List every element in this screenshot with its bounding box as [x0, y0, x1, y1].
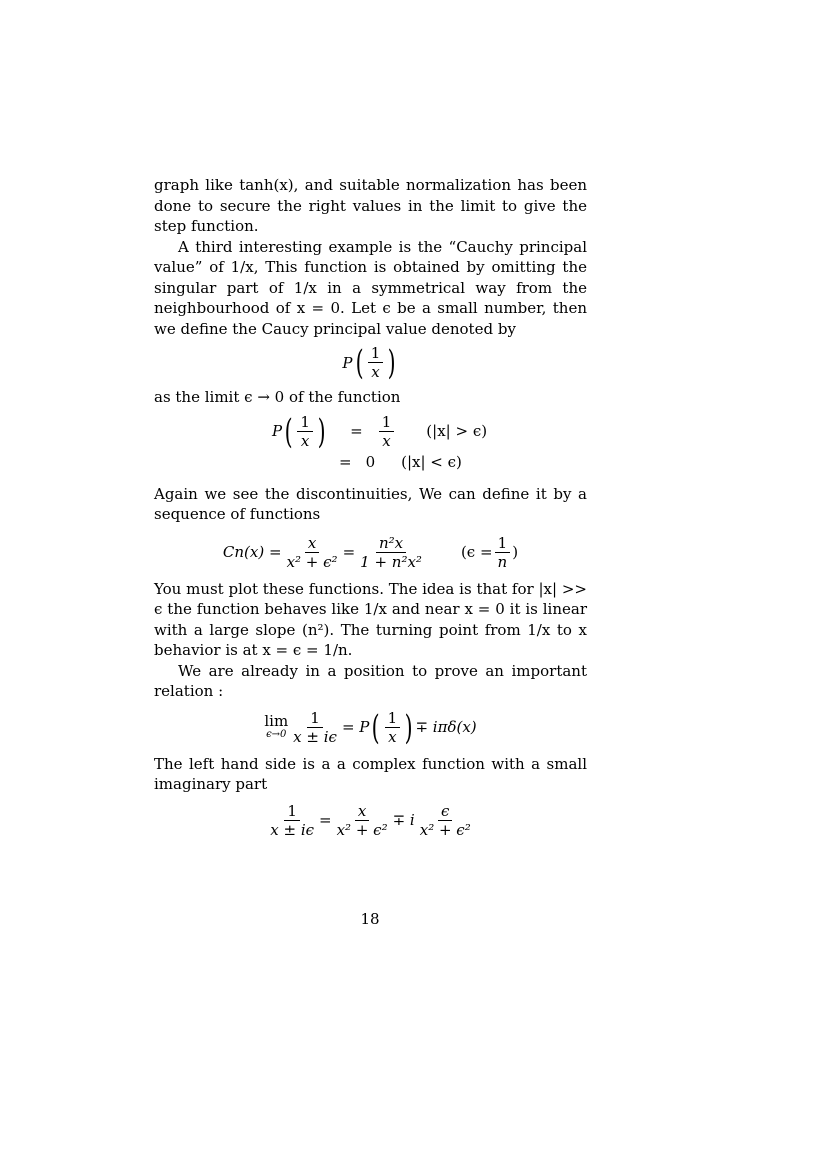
eq5-f1-den: x² + ϵ²	[336, 820, 388, 839]
eq3-cond-den: n	[497, 552, 508, 571]
eq3-f2-den: 1 + n²x²	[360, 552, 422, 571]
eq2-rhs-den: x	[382, 431, 391, 450]
eq3-f1-den: x² + ϵ²	[286, 552, 338, 571]
equation-cases: P ( $\frac{1}{x}$ ) = $\frac{1}{x}$ (|x| > ϵ) = 0 (|x| < ϵ)	[272, 411, 488, 472]
eq4-limit	[264, 711, 289, 742]
paragraph-3: as the limit ϵ → 0 of the function	[154, 388, 401, 406]
paragraph-7: The left hand side is a a complex function with a small imaginary part	[154, 754, 587, 793]
eq5-mid: ∓ i	[392, 811, 415, 830]
eq5-fraction-1	[334, 803, 391, 839]
equation-complex	[154, 803, 587, 839]
eq5-fraction-2	[417, 803, 474, 839]
eq4-eq: = P	[341, 718, 370, 737]
page-number: 18	[360, 910, 380, 928]
eq4-num: 1	[307, 710, 323, 728]
eq3-fraction-1	[284, 535, 341, 571]
eq1-den: x	[371, 363, 380, 381]
eq2-cond-2: (|x| < ϵ)	[401, 453, 462, 472]
eq2-rhs-2: 0	[365, 453, 376, 472]
eq4-den: x ± iϵ	[293, 727, 337, 746]
eq2-rhs-fraction	[379, 414, 395, 450]
paragraph-5: You must plot these functions. The idea is that for |x| >> ϵ the function behaves like 1/x and near x = 0 it is linear with a large slope (n²). The turning point from 1/x to x behavior is at x = ϵ = 1/n.	[154, 579, 587, 659]
eq4-p-num: 1	[385, 710, 401, 728]
eq4-lim: lim	[264, 711, 289, 730]
eq2-P: P	[272, 422, 283, 441]
eq1-P: P	[342, 353, 353, 372]
eq4-p-den: x	[388, 727, 397, 746]
eq3-fraction-2	[357, 535, 425, 571]
eq3-cond-fraction	[495, 535, 511, 571]
paragraph-2: A third interesting example is the “Cauchy principal value” of 1/x, This function is obtained by omitting the singular part of 1/x in a symmetrical way from the neighbourhood of x = 0. Let ϵ be a small number, then we define the Caucy principal value denoted by	[154, 237, 587, 338]
equation-principal-value: P ( $\frac{1}{x}$ )	[342, 343, 396, 383]
paragraph-4: Again we see the discontinuities, We can define it by a sequence of functions	[154, 484, 587, 523]
eq3-eq: =	[342, 543, 356, 562]
eq3-lhs: Cn(x) =	[222, 543, 282, 562]
eq1-fraction	[368, 345, 384, 381]
paragraph-1: graph like tanh(x), and suitable normalization has been done to secure the right values in the limit to give the step function.	[154, 176, 587, 235]
eq4-rest: ∓ iπδ(x)	[415, 718, 477, 737]
eq2-rel-1: =	[350, 422, 363, 441]
paragraph-6: We are already in a position to prove an important relation :	[154, 661, 587, 700]
eq5-f2-num: ϵ	[438, 803, 452, 821]
eq2-cond-1: (|x| > ϵ)	[426, 422, 488, 441]
eq5-den: x ± iϵ	[270, 820, 315, 839]
equation-sequence	[154, 535, 587, 571]
eq3-cond-num: 1	[495, 535, 511, 553]
eq4-lim-sub: ϵ→0	[266, 728, 287, 740]
eq3-cond-left: (ϵ =	[460, 543, 493, 562]
eq2-rhs-num: 1	[379, 414, 395, 432]
eq1-num: 1	[368, 345, 384, 363]
eq4-fraction	[290, 710, 340, 746]
eq5-f1-num: x	[355, 803, 369, 821]
eq5-eq: =	[319, 811, 332, 830]
eq5-fraction-lhs	[267, 803, 317, 839]
eq3-f2-num: n²x	[376, 535, 406, 553]
equation-relation: lim ϵ→0 $\frac{1}{x \pm i\epsilon}$ = P ( $\frac{1}{x}$ ) ∓ iπδ(x)	[264, 707, 477, 748]
eq3-f1-num: x	[305, 535, 319, 553]
eq2-lhs-fraction	[297, 414, 313, 450]
eq4-p-fraction	[385, 710, 401, 746]
eq3-cond-right: )	[512, 543, 519, 562]
page-body	[154, 175, 587, 839]
eq5-f2-den: x² + ϵ²	[419, 820, 471, 839]
eq5-num: 1	[284, 803, 300, 821]
eq2-rel-2: =	[339, 453, 352, 472]
eq2-lhs-num: 1	[297, 414, 313, 432]
eq2-lhs-den: x	[300, 431, 310, 450]
